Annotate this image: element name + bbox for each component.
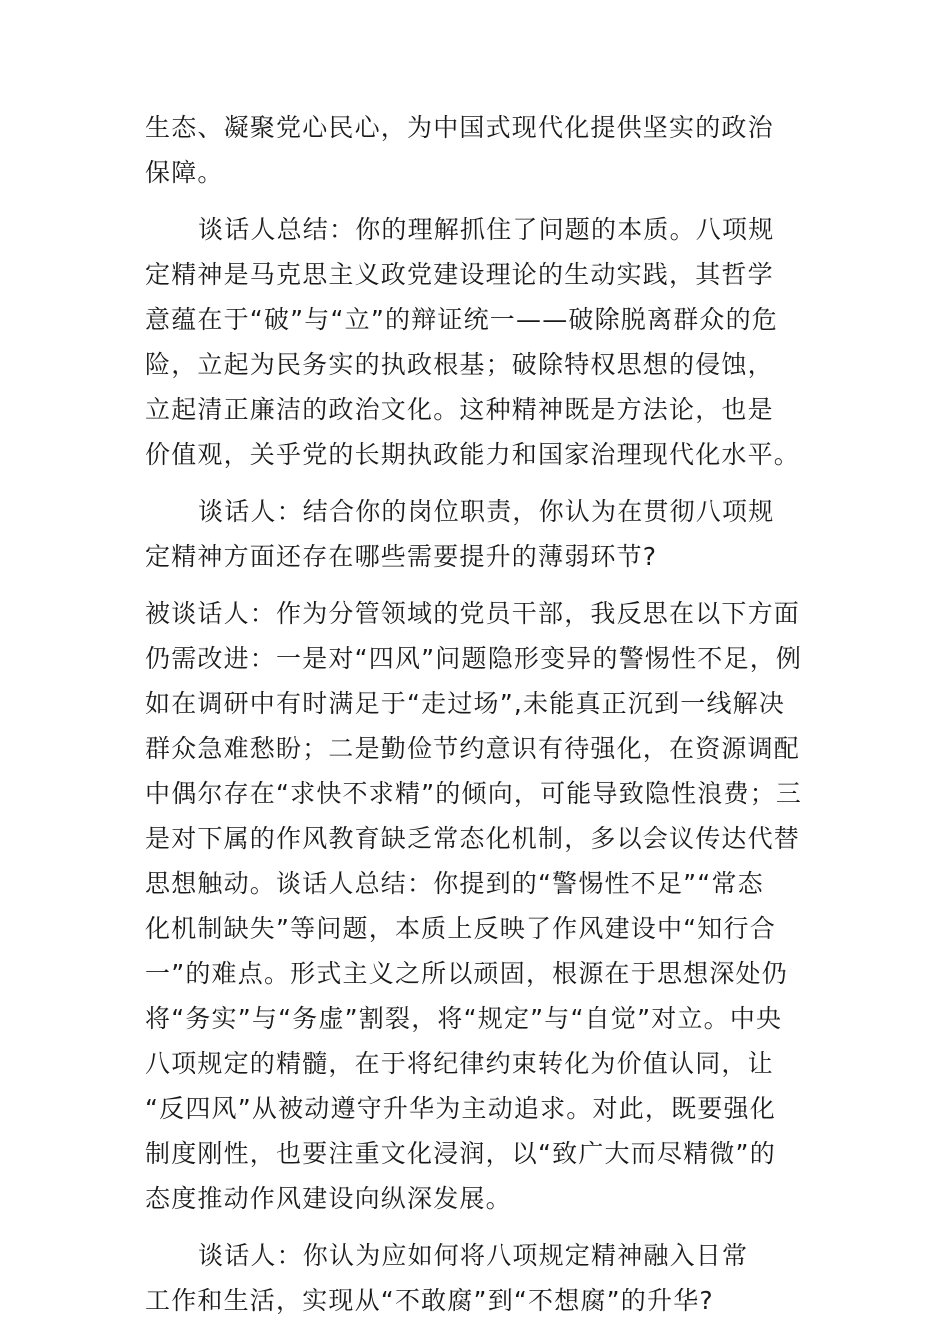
text-line: 一”的难点。形式主义之所以顽固，根源在于思想深处仍 [145, 959, 788, 988]
text-line: 化机制缺失”等问题，本质上反映了作风建设中“知行合 [145, 914, 776, 943]
text-line: 价值观，关乎党的长期执政能力和国家治理现代化水平。 [145, 440, 801, 469]
text-line: 被谈话人：作为分管领域的党员干部，我反思在以下方面 [145, 599, 801, 628]
text-line: 态度推动作风建设向纵深发展。 [145, 1184, 512, 1213]
text-line: 将“务实”与“务虚”割裂，将“规定”与“自觉”对立。中央 [145, 1004, 783, 1033]
text-line: 保障。 [145, 158, 224, 187]
text-line: 如在调研中有时满足于“走过场”,未能真正沉到一线解决 [145, 689, 786, 718]
text-line: 险，立起为民务实的执政根基；破除特权思想的侵蚀， [145, 350, 774, 379]
text-line: “反四风”从被动遵守升华为主动追求。对此，既要强化 [145, 1094, 776, 1123]
text-line: 意蕴在于“破”与“立”的辩证统一——破除脱离群众的危 [145, 305, 779, 334]
text-line: 谈话人：你认为应如何将八项规定精神融入日常 [198, 1241, 749, 1270]
text-line: 工作和生活，实现从“不敢腐”到“不想腐”的升华? [145, 1286, 714, 1315]
text-line: 思想触动。谈话人总结：你提到的“警惕性不足”“常态 [145, 869, 764, 898]
text-line: 生态、凝聚党心民心，为中国式现代化提供坚实的政治 [145, 113, 774, 142]
text-line: 定精神是马克思主义政党建设理论的生动实践，其哲学 [145, 260, 774, 289]
text-line: 制度刚性，也要注重文化浸润，以“致广大而尽精微”的 [145, 1139, 776, 1168]
text-line: 谈话人总结：你的理解抓住了问题的本质。八项规 [198, 215, 775, 244]
text-line: 定精神方面还存在哪些需要提升的薄弱环节? [145, 542, 658, 571]
text-line: 中偶尔存在“求快不求精”的倾向，可能导致隐性浪费；三 [145, 779, 803, 808]
text-line: 群众急难愁盼；二是勤俭节约意识有待强化，在资源调配 [145, 734, 801, 763]
text-line: 仍需改进：一是对“四风”问题隐形变异的警惕性不足，例 [145, 644, 803, 673]
text-line: 是对下属的作风教育缺乏常态化机制，多以会议传达代替 [145, 824, 801, 853]
text-line: 立起清正廉洁的政治文化。这种精神既是方法论，也是 [145, 395, 774, 424]
text-line: 谈话人：结合你的岗位职责，你认为在贯彻八项规 [198, 497, 775, 526]
text-line: 八项规定的精髓，在于将纪律约束转化为价值认同，让 [145, 1049, 774, 1078]
